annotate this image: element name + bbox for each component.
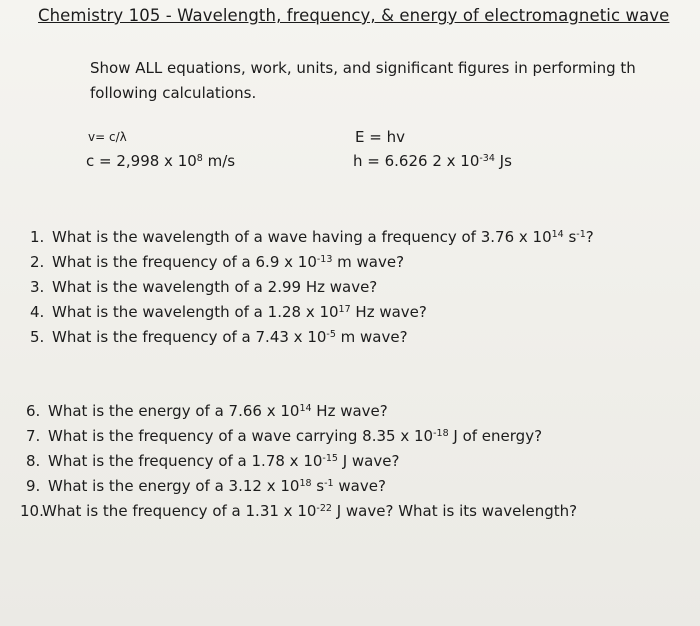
question-text: What is the frequency of a wave carrying 8.35 x 10 xyxy=(48,427,434,445)
question-number: 1. xyxy=(30,228,45,246)
c-unit: m/s xyxy=(202,152,236,170)
question-text-continued: m wave? xyxy=(335,328,408,346)
question-number: 7. xyxy=(26,427,41,445)
worksheet-title: Chemistry 105 - Wavelength, frequency, & energy of electromagnetic wave xyxy=(38,6,670,25)
question-text: What is the energy of a 3.12 x 10 xyxy=(48,477,300,495)
h-unit: Js xyxy=(494,152,512,170)
question-text: What is the wavelength of a 2.99 Hz wave? xyxy=(52,278,378,296)
question-number: 6. xyxy=(26,402,41,420)
question-text: What is the energy of a 7.66 x 10 xyxy=(48,402,300,420)
exponent: 18 xyxy=(299,478,312,489)
question-text-continued: Hz wave? xyxy=(311,402,388,420)
exponent: 17 xyxy=(338,304,351,315)
question-7 xyxy=(26,427,542,445)
question-5 xyxy=(30,328,408,346)
question-4 xyxy=(30,303,427,321)
question-number: 2. xyxy=(30,253,45,271)
exponent: 14 xyxy=(299,403,312,414)
question-text-continued: s xyxy=(311,477,325,495)
question-number: 9. xyxy=(26,477,41,495)
energy-equation: E = hv xyxy=(355,128,405,146)
c-exponent: 8 xyxy=(196,153,203,164)
exponent: -13 xyxy=(316,254,333,265)
question-text-continued: J wave? What is its wavelength? xyxy=(331,502,578,520)
question-2 xyxy=(30,253,404,271)
question-8 xyxy=(26,452,399,470)
question-text-continued: m wave? xyxy=(332,253,405,271)
question-6 xyxy=(26,402,388,420)
question-10 xyxy=(20,502,577,520)
instructions-line-2: following calculations. xyxy=(90,84,257,102)
question-text: What is the frequency of a 6.9 x 10 xyxy=(52,253,317,271)
question-number: 3. xyxy=(30,278,45,296)
question-number: 5. xyxy=(30,328,45,346)
question-number: 4. xyxy=(30,303,45,321)
question-text-continued: J wave? xyxy=(337,452,400,470)
question-number: 10. xyxy=(20,502,44,520)
question-text-continued: J of energy? xyxy=(448,427,543,445)
question-1 xyxy=(30,228,594,246)
c-prefix: c = 2,998 x 10 xyxy=(86,152,197,170)
planck-constant xyxy=(353,152,512,170)
speed-of-light xyxy=(86,152,235,170)
instructions xyxy=(90,56,680,106)
question-text-end: wave? xyxy=(333,477,386,495)
exponent: -18 xyxy=(433,428,449,439)
question-text: What is the wavelength of a 1.28 x 10 xyxy=(52,303,339,321)
exponent: 14 xyxy=(551,229,564,240)
exponent: -15 xyxy=(322,453,338,464)
question-9 xyxy=(26,477,386,495)
question-text: What is the frequency of a 1.78 x 10 xyxy=(48,452,323,470)
exponent: -22 xyxy=(316,503,332,514)
question-text-continued: s xyxy=(563,228,577,246)
question-text: What is the frequency of a 7.43 x 10 xyxy=(52,328,327,346)
instructions-line-1: Show ALL equations, work, units, and significant figures in performing th xyxy=(90,59,636,77)
question-text-end: ? xyxy=(585,228,594,246)
exponent-2: -1 xyxy=(576,229,586,240)
question-text: What is the frequency of a 1.31 x 10 xyxy=(42,502,317,520)
question-text-continued: Hz wave? xyxy=(350,303,427,321)
exponent: -5 xyxy=(326,329,336,340)
exponent-2: -1 xyxy=(324,478,334,489)
question-number: 8. xyxy=(26,452,41,470)
question-3 xyxy=(30,278,377,296)
h-exponent: -34 xyxy=(479,153,495,164)
question-text: What is the wavelength of a wave having a frequency of 3.76 x 10 xyxy=(52,228,552,246)
h-prefix: h = 6.626 2 x 10 xyxy=(353,152,480,170)
wave-equation: v= c/λ xyxy=(88,130,127,144)
